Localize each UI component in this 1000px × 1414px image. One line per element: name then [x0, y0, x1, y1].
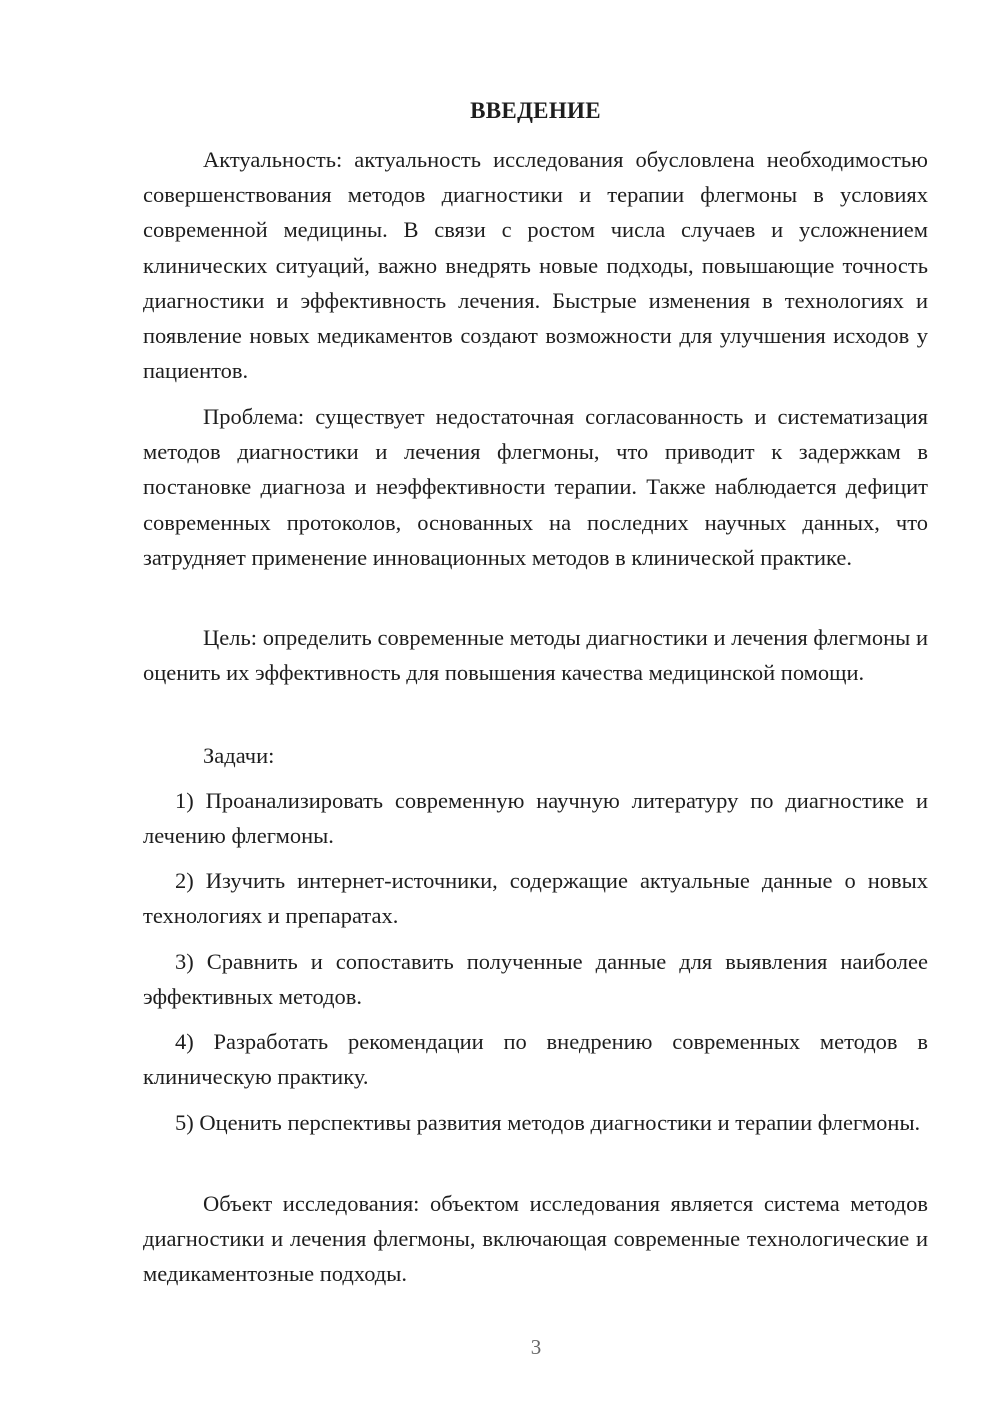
- object-paragraph: Объект исследования: объектом исследования является система методов диагностики и лечения флегмоны, включающая современные технологические и медикаментозные подходы.: [143, 1191, 928, 1287]
- task-item-2: 2) Изучить интернет-источники, содержащие актуальные данные о новых технологиях и препаратах.: [143, 868, 928, 929]
- task-item-3: 3) Сравнить и сопоставить полученные данные для выявления наиболее эффективных методов.: [143, 949, 928, 1010]
- task-item-1: 1) Проанализировать современную научную литературу по диагностике и лечению флегмоны.: [143, 788, 928, 849]
- page-title: ВВЕДЕНИЕ: [470, 98, 601, 123]
- task-item-5: 5) Оценить перспективы развития методов диагностики и терапии флегмоны.: [175, 1110, 921, 1135]
- task-item-4: 4) Разработать рекомендации по внедрению современных методов в клиническую практику.: [143, 1029, 928, 1090]
- relevance-paragraph: Актуальность: актуальность исследования обусловлена необходимостью совершенствования методов диагностики и терапии флегмоны в условиях современной медицины. В связи с ростом числа случаев и усложнением клинических ситуаций, важно внедрять новые подходы, повышающие точность диагностики и эффективность лечения. Быстрые изменения в технологиях и появление новых медикаментов создают возможности для улучшения исходов у пациентов.: [143, 147, 928, 384]
- tasks-label: Задачи:: [203, 743, 275, 768]
- goal-paragraph: Цель: определить современные методы диагностики и лечения флегмоны и оценить их эффективность для повышения качества медицинской помощи.: [143, 625, 928, 686]
- page-number: 3: [530, 1335, 542, 1359]
- problem-paragraph: Проблема: существует недостаточная согласованность и систематизация методов диагностики и лечения флегмоны, что приводит к задержкам в постановке диагноза и неэффективности терапии. Также наблюдается дефицит современных протоколов, основанных на последних научных данных, что затрудняет применение инновационных методов в клинической практике.: [143, 404, 928, 570]
